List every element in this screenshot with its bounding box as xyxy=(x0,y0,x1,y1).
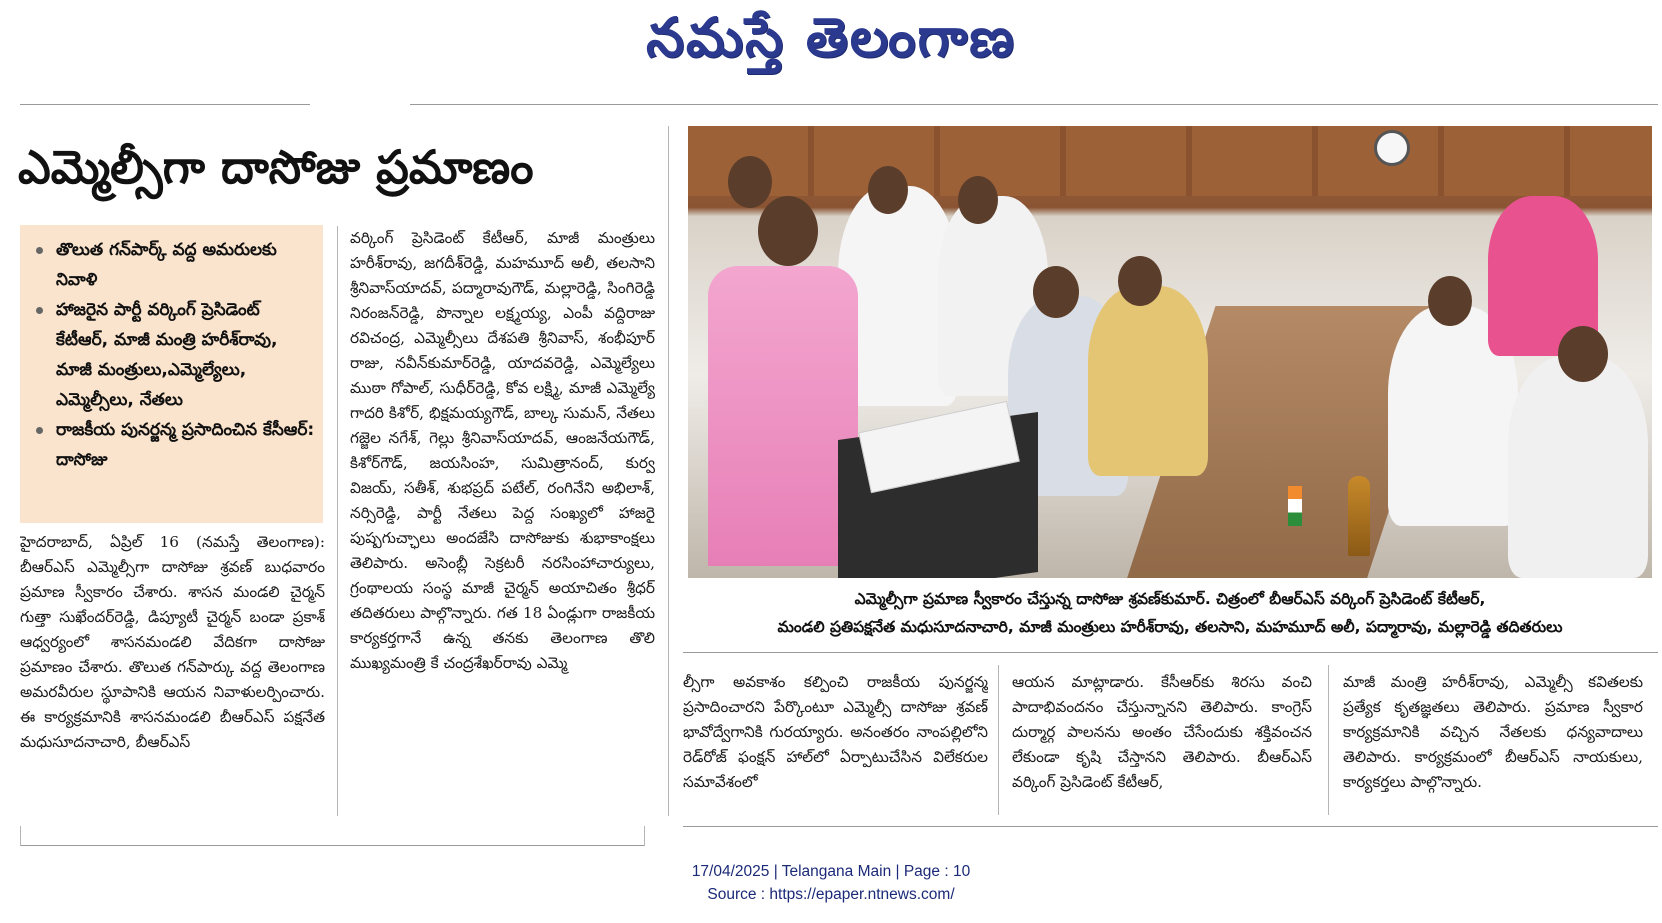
column-divider xyxy=(1328,665,1329,815)
highlights-box xyxy=(20,225,323,523)
bullet-icon xyxy=(36,427,43,434)
article-text: మాజీ మంత్రి హరీశ్‌రావు, ఎమ్మెల్సీ కవితలకు ప్రత్యేక కృతజ్ఞతలు తెలిపారు. ప్రమాణ స్వీకార కార్యక్రమానికి వచ్చిన నేతలకు ధన్యవాదాలు తెలిపారు. కార్యక్రమంలో బీఆర్‌ఎస్‌ నాయకులు, కార్యకర్తలు పాల్గొన్నారు. xyxy=(1343,673,1643,791)
clock-icon xyxy=(1374,130,1410,166)
photo-head xyxy=(728,156,772,208)
news-photo xyxy=(688,126,1652,578)
article-column-4 xyxy=(1012,670,1312,820)
bullet-icon xyxy=(36,247,43,254)
highlight-item xyxy=(34,295,315,415)
highlight-item xyxy=(34,415,315,475)
divider xyxy=(20,104,310,105)
photo-head xyxy=(1558,326,1608,382)
article-text: ల్సీగా అవకాశం కల్పించి రాజకీయ పునర్జన్మ ప్రసాదించారని పేర్కొంటూ ఎమ్మెల్సీ దాసోజు శ్రవణ్‌ భావోద్వేగానికి గురయ్యారు. అనంతరం నాంపల్లిలోని రెడ్‌రోజ్‌ ఫంక్షన్‌ హాల్‌లో ఏర్పాటుచేసిన విలేకరుల సమావేశంలో xyxy=(683,673,988,791)
photo-head xyxy=(1118,256,1162,306)
photo-person xyxy=(1508,356,1648,578)
photo-head xyxy=(1033,266,1079,318)
photo-wall xyxy=(688,126,1652,196)
highlight-text: రాజకీయ పునర్జన్మ ప్రసాదించిన కేసీఆర్‌: దాసోజు xyxy=(56,420,315,470)
divider xyxy=(683,826,1658,827)
article-text: హైదరాబాద్‌, ఏప్రిల్‌ 16 (నమస్తే తెలంగాణ): బీఆర్‌ఎస్‌ ఎమ్మెల్సీగా దాసోజు శ్రవణ్‌ బుధవారం ప్రమాణ స్వీకారం చేశారు. శాసన మండలి చైర్మన్‌ గుత్తా సుఖేందర్‌రెడ్డి, డిప్యూటీ చైర్మన్‌ బండా ప్రకాశ్‌ ఆధ్వర్యంలో శాసనమండలి వేదికగా దాసోజు ప్రమాణం చేశారు. తొలుత గన్‌పార్కు వద్ద తెలంగాణ అమరవీరుల స్థూపానికి ఆయన నివాళులర్పించారు. ఈ కార్యక్రమానికి శాసనమండలి బీఆర్‌ఎస్‌ పక్షనేత మధుసూదనాచారి, బీఆర్‌ఎస్‌ xyxy=(20,533,325,751)
photo-head xyxy=(758,196,818,266)
article-column-3 xyxy=(683,670,988,820)
page-footer xyxy=(0,860,1662,906)
newspaper-logo: నమస్తే తెలంగాణ xyxy=(646,6,1016,69)
column-divider xyxy=(644,826,645,846)
column-divider xyxy=(668,126,669,816)
headline: ఎమ్మెల్సీగా దాసోజు ప్రమాణం xyxy=(18,140,534,194)
masthead xyxy=(0,0,1662,86)
footer-date-line: 17/04/2025 | Telangana Main | Page : 10 xyxy=(691,863,971,880)
article-text: వర్కింగ్‌ ప్రెసిడెంట్‌ కేటీఆర్‌, మాజీ మంత్రులు హరీశ్‌రావు, జగదీశ్‌రెడ్డి, మహమూద్‌ అలీ, తలసాని శ్రీనివాస్‌యాదవ్‌, పద్మారావుగౌడ్‌, మల్లారెడ్డి, సింగిరెడ్డి నిరంజన్‌రెడ్డి, పొన్నాల లక్ష్మయ్య, ఎంపీ వద్దిరాజు రవిచంద్ర, ఎమ్మెల్సీలు దేశపతి శ్రీనివాస్‌, శంభీపూర్‌ రాజు, నవీన్‌కుమార్‌రెడ్డి, యాదవరెడ్డి, ఎమ్మెల్యేలు ముఠా గోపాల్‌, సుధీర్‌రెడ్డి, కోవ లక్ష్మి, మాజీ ఎమ్మెల్యే గాదరి కిశోర్‌, భిక్షమయ్యగౌడ్‌, బాల్క సుమన్‌, నేతలు గజ్జెల నగేశ్‌, గెల్లు శ్రీనివాస్‌యాదవ్‌, ఆంజనేయగౌడ్‌, కిశోర్‌గౌడ్‌, జయసింహ, సుమిత్రానంద్‌, కుర్వ విజయ్‌, సతీశ్‌, శుభప్రద్‌ పటేల్‌, రంగినేని అభిలాశ్‌, నర్సిరెడ్డి, పార్టీ నేతలు పెద్ద సంఖ్యలో హాజరై పుష్పగుచ్ఛాలు అందజేసి దాసోజుకు శుభాకాంక్షలు తెలిపారు. అసెంబ్లీ సెక్రటరీ నరసింహాచార్యులు, గ్రంథాలయ సంస్థ మాజీ చైర్మన్‌ అయాచితం శ్రీధర్‌ తదితరులు పాల్గొన్నారు. గత 18 ఏండ్లుగా రాజకీయ కార్యకర్తగానే ఉన్న తనకు తెలంగాణ తొలి ముఖ్యమంత్రి కే చంద్రశేఖర్‌రావు ఎమ్మె xyxy=(350,229,655,672)
photo-head xyxy=(958,176,998,224)
highlight-item xyxy=(34,235,315,295)
footer-source-line: Source : https://epaper.ntnews.com/ xyxy=(707,886,955,903)
article-column-2 xyxy=(350,226,655,816)
column-divider xyxy=(998,665,999,815)
highlight-text: తొలుత గన్‌పార్క్‌ వద్ద అమరులకు నివాళి xyxy=(56,240,277,290)
article-text: ఆయన మాట్లాడారు. కేసీఆర్‌కు శిరసు వంచి పాదాభివందనం చేస్తున్నానని తెలిపారు. కాంగ్రెస్‌ దుర్మార్గ పాలనను అంతం చేసేందుకు శక్తివంచన లేకుండా కృషి చేస్తానని తెలిపారు. బీఆర్‌ఎస్‌ వర్కింగ్‌ ప్రెసిడెంట్‌ కేటీఆర్‌, xyxy=(1012,673,1312,791)
emblem-icon xyxy=(1348,476,1370,556)
photo-speaker xyxy=(708,266,858,566)
bullet-icon xyxy=(36,307,43,314)
article-column-5 xyxy=(1343,670,1643,820)
photo-caption xyxy=(688,585,1652,645)
column-divider xyxy=(337,226,338,816)
photo-head xyxy=(868,166,908,214)
divider xyxy=(20,845,644,846)
highlight-text: హాజరైన పార్టీ వర్కింగ్‌ ప్రెసిడెంట్‌ కేటీఆర్‌, మాజీ మంత్రి హరీశ్‌రావు, మాజీ మంత్రులు,ఎమ్మెల్యేలు, ఎమ్మెల్సీలు, నేతలు xyxy=(56,300,278,410)
divider xyxy=(683,652,1658,653)
article-column-1 xyxy=(20,530,325,808)
caption-line: ఎమ్మెల్సీగా ప్రమాణ స్వీకారం చేస్తున్న దాసోజు శ్రవణ్‌కుమార్‌. చిత్రంలో బీఆర్‌ఎస్‌ వర్కింగ్‌ ప్రెసిడెంట్‌ కేటీఆర్‌, xyxy=(854,590,1486,608)
photo-person xyxy=(1088,286,1208,476)
caption-line: మండలి ప్రతిపక్షనేత మధుసూదనాచారి, మాజీ మంత్రులు హరీశ్‌రావు, తలసాని, మహమూద్‌ అలీ, పద్మారావు, మల్లారెడ్డి తదితరులు xyxy=(777,618,1563,636)
column-divider xyxy=(20,826,21,846)
divider xyxy=(410,104,1658,105)
flag-icon xyxy=(1288,486,1302,526)
photo-head xyxy=(1428,276,1472,326)
